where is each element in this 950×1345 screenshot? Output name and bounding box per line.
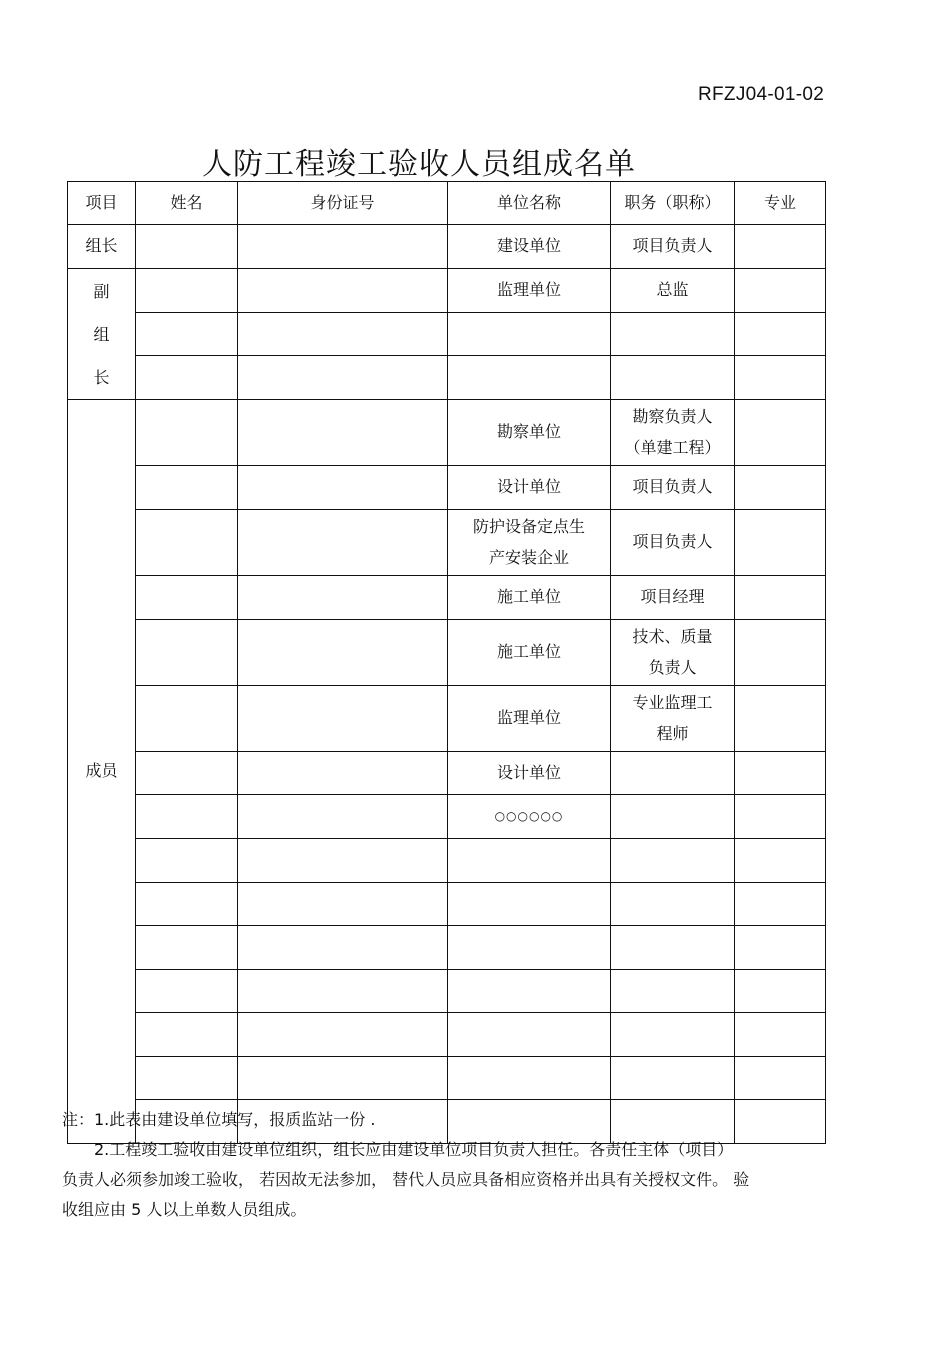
name-cell[interactable] [136,1013,238,1057]
position-cell: 总监 [611,269,735,313]
specialty-cell[interactable] [735,686,826,752]
unit-cell: 施工单位 [448,576,611,620]
page-title: 人防工程竣工验收人员组成名单 [202,147,636,182]
member-row [68,926,826,970]
unit-cell[interactable] [448,970,611,1013]
specialty-cell[interactable] [735,510,826,576]
unit-line-1: 防护设备定点生 [472,517,585,537]
member-row [68,1057,826,1100]
position-cell [611,620,735,686]
deputy-char-1: 副 [93,281,110,301]
member-row [68,510,826,576]
name-cell[interactable] [136,926,238,970]
id-number-cell[interactable] [238,795,448,839]
member-row [68,466,826,510]
unit-cell: 设计单位 [448,752,611,795]
id-number-cell[interactable] [238,225,448,269]
note-line-4: 收组应由 5 人以上单数人员组成。 [62,1200,307,1219]
position-cell[interactable] [611,1013,735,1057]
id-number-cell[interactable] [238,926,448,970]
specialty-cell[interactable] [735,839,826,883]
position-line-1: 技术、质量 [632,627,713,647]
header-item: 项目 [68,182,136,225]
unit-cell[interactable] [448,839,611,883]
position-line-1: 专业监理工 [632,693,713,713]
specialty-cell[interactable] [735,466,826,510]
name-cell[interactable] [136,356,238,400]
deputy-row [68,269,826,313]
specialty-cell[interactable] [735,752,826,795]
member-row [68,620,826,686]
position-cell: 项目经理 [611,576,735,620]
id-number-cell[interactable] [238,576,448,620]
name-cell[interactable] [136,883,238,926]
name-cell[interactable] [136,839,238,883]
unit-line-2: 产安装企业 [488,547,569,567]
note-line-1: 注：1.此表由建设单位填写，报质监站一份 . [62,1110,376,1129]
unit-cell[interactable] [448,1013,611,1057]
unit-cell[interactable] [448,356,611,400]
position-line-1: 勘察负责人 [632,407,713,427]
id-number-cell[interactable] [238,839,448,883]
position-cell [611,400,735,466]
specialty-cell[interactable] [735,225,826,269]
unit-cell[interactable] [448,883,611,926]
header-id-number: 身份证号 [238,182,448,225]
specialty-cell[interactable] [735,620,826,686]
specialty-cell[interactable] [735,1057,826,1100]
roster-table [67,181,826,1144]
position-line-2: 程师 [656,723,689,743]
position-cell[interactable] [611,839,735,883]
member-row [68,752,826,795]
name-cell[interactable] [136,576,238,620]
name-cell[interactable] [136,620,238,686]
unit-cell[interactable] [448,1057,611,1100]
position-cell[interactable] [611,356,735,400]
specialty-cell[interactable] [735,883,826,926]
id-number-cell[interactable] [238,400,448,466]
id-number-cell[interactable] [238,1013,448,1057]
id-number-cell[interactable] [238,313,448,356]
member-row [68,839,826,883]
member-row [68,1013,826,1057]
unit-cell: 建设单位 [448,225,611,269]
name-cell[interactable] [136,466,238,510]
deputy-row [68,356,826,400]
leader-row [68,225,826,269]
id-number-cell[interactable] [238,970,448,1013]
name-cell[interactable] [136,510,238,576]
position-cell: 项目负责人 [611,225,735,269]
unit-cell: 勘察单位 [448,400,611,466]
unit-cell: 设计单位 [448,466,611,510]
note-line-2: 2.工程竣工验收由建设单位组织，组长应由建设单位项目负责人担任。各责任主体（项目） [94,1140,734,1159]
group-leader-label: 组长 [68,225,136,269]
id-number-cell[interactable] [238,510,448,576]
form-code: RFZJ04-01-02 [698,84,825,105]
id-number-cell[interactable] [238,356,448,400]
position-cell[interactable] [611,795,735,839]
specialty-cell[interactable] [735,400,826,466]
position-line-2: 负责人 [648,657,697,677]
specialty-cell[interactable] [735,926,826,970]
unit-cell: 监理单位 [448,686,611,752]
member-row [68,970,826,1013]
name-cell[interactable] [136,970,238,1013]
name-cell[interactable] [136,400,238,466]
unit-cell: 监理单位 [448,269,611,313]
notes [62,1105,872,1225]
position-cell[interactable] [611,313,735,356]
specialty-cell[interactable] [735,576,826,620]
header-name: 姓名 [136,182,238,225]
specialty-cell[interactable] [735,1013,826,1057]
position-cell[interactable] [611,970,735,1013]
specialty-cell[interactable] [735,356,826,400]
member-row [68,686,826,752]
id-number-cell[interactable] [238,620,448,686]
group-member-label: 成员 [68,400,136,1144]
specialty-cell[interactable] [735,795,826,839]
id-number-cell[interactable] [238,1057,448,1100]
unit-cell: 施工单位 [448,620,611,686]
specialty-cell[interactable] [735,970,826,1013]
name-cell[interactable] [136,313,238,356]
position-cell: 项目负责人 [611,466,735,510]
id-number-cell[interactable] [238,883,448,926]
name-cell[interactable] [136,752,238,795]
group-deputy-label [68,269,136,400]
member-row [68,795,826,839]
header-specialty: 专业 [735,182,826,225]
unit-cell[interactable] [448,313,611,356]
id-number-cell[interactable] [238,269,448,313]
position-cell [611,686,735,752]
unit-cell[interactable] [448,926,611,970]
specialty-cell[interactable] [735,269,826,313]
name-cell[interactable] [136,1057,238,1100]
id-number-cell[interactable] [238,752,448,795]
position-cell[interactable] [611,1057,735,1100]
position-line-2: （单建工程） [624,437,721,457]
deputy-row [68,313,826,356]
name-cell[interactable] [136,225,238,269]
header-unit: 单位名称 [448,182,611,225]
name-cell[interactable] [136,269,238,313]
unit-cell: ○○○○○○ [448,795,611,839]
position-cell: 项目负责人 [611,510,735,576]
deputy-char-3: 长 [93,367,110,387]
member-row [68,400,826,466]
specialty-cell[interactable] [735,313,826,356]
header-position: 职务（职称） [611,182,735,225]
unit-cell [448,510,611,576]
deputy-char-2: 组 [93,324,110,344]
member-row [68,576,826,620]
position-cell[interactable] [611,883,735,926]
member-row [68,883,826,926]
id-number-cell[interactable] [238,466,448,510]
name-cell[interactable] [136,795,238,839]
name-cell[interactable] [136,686,238,752]
header-row [68,182,826,225]
id-number-cell[interactable] [238,686,448,752]
position-cell[interactable] [611,752,735,795]
note-line-3: 负责人必须参加竣工验收， 若因故无法参加， 替代人员应具备相应资格并出具有关授权文件。 验 [62,1170,750,1189]
position-cell[interactable] [611,926,735,970]
